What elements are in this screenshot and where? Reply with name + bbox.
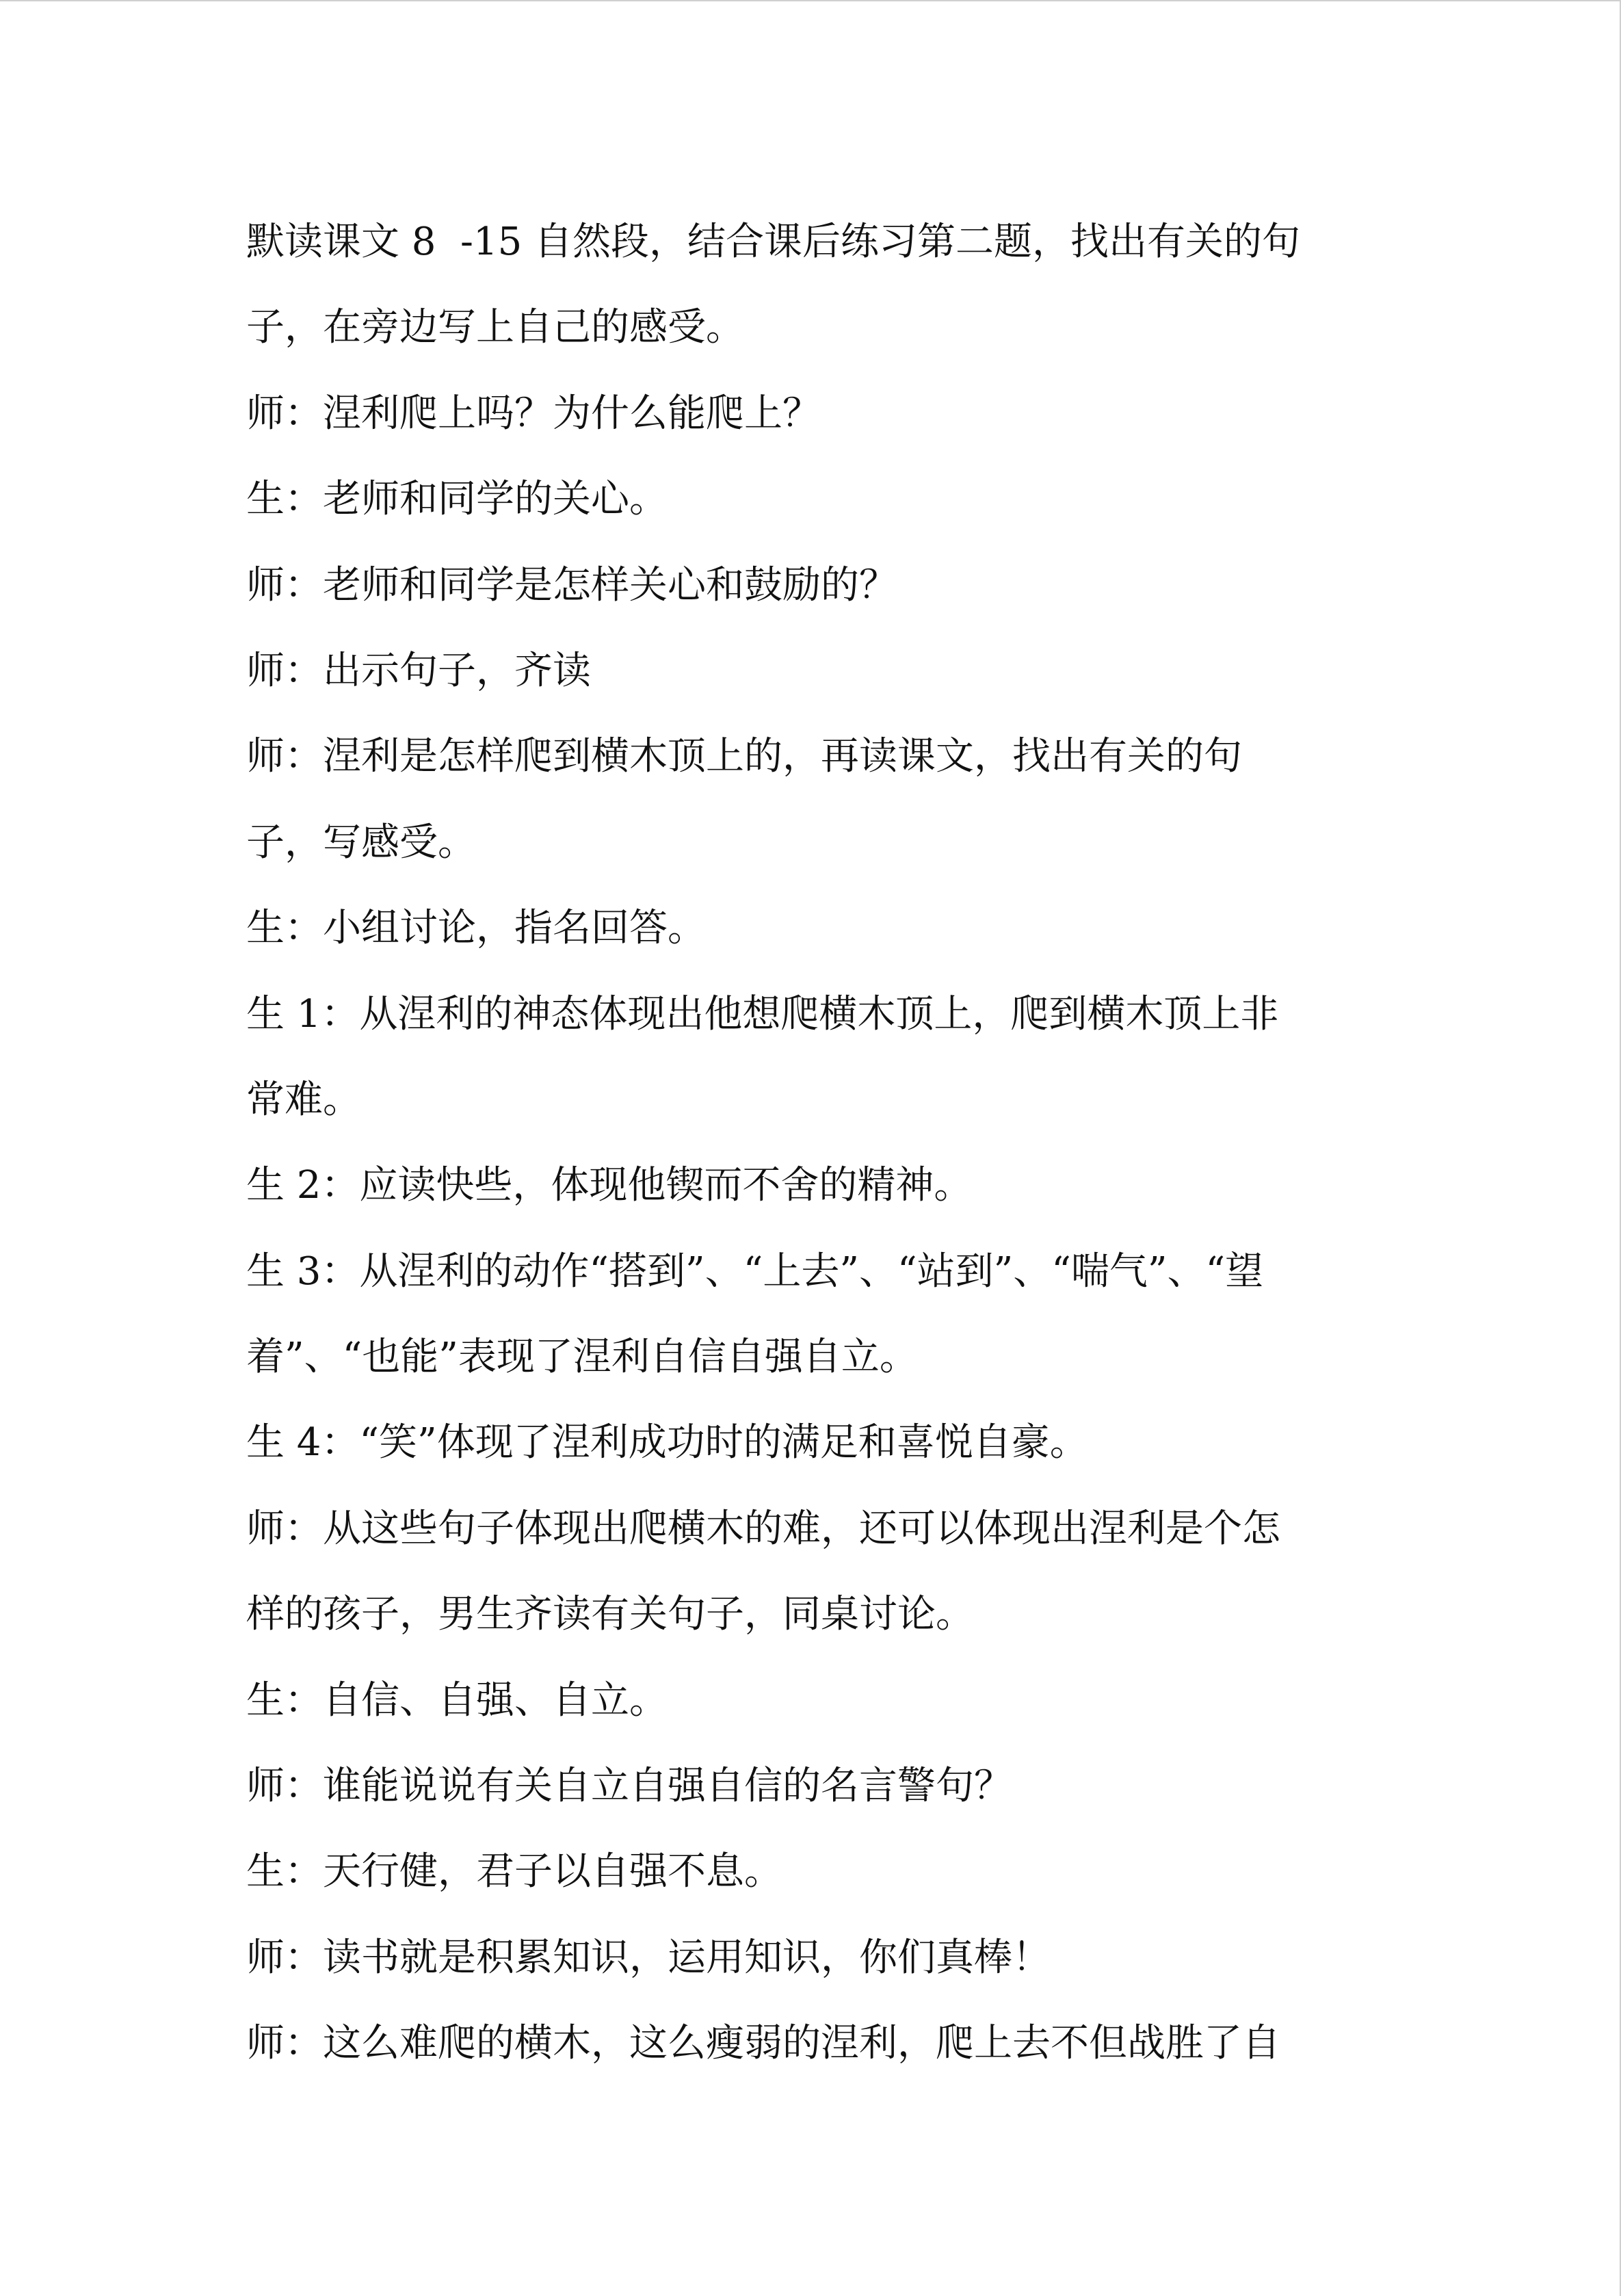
text-line: 师：谁能说说有关自立自强自信的名言警句？: [246, 1764, 1012, 1809]
text-line: 生 3：从涅利的动作“搭到”、“上去”、“站到”、“喘气”、“望: [246, 1249, 1264, 1294]
text-line: 生 4：“笑”体现了涅利成功时的满足和喜悦自豪。: [246, 1420, 1088, 1465]
document-body: [246, 215, 1382, 2102]
text-line: 默读课文 8 -15 自然段，结合课后练习第二题，找出有关的句: [246, 220, 1301, 264]
text-line: 子，在旁边写上自己的感受。: [246, 305, 744, 350]
text-line: 师：老师和同学是怎样关心和鼓励的？: [246, 562, 897, 608]
text-line: 常难。: [246, 1077, 361, 1122]
text-line: 师：从这些句子体现出爬横木的难，还可以体现出涅利是个怎: [246, 1506, 1280, 1551]
text-line: 生：自信、自强、自立。: [246, 1678, 668, 1723]
text-line: 生：天行健，君子以自强不息。: [246, 1849, 782, 1894]
text-line: 生 1：从涅利的神态体现出他想爬横木顶上，爬到横木顶上非: [246, 991, 1279, 1036]
text-line: 着”、“也能”表现了涅利自信自强自立。: [246, 1335, 918, 1380]
text-line: 师：涅利是怎样爬到横木顶上的，再读课文，找出有关的句: [246, 734, 1242, 779]
text-line: 生：老师和同学的关心。: [246, 477, 668, 522]
text-line: 师：出示句子，齐读: [246, 648, 591, 693]
text-line: 师：读书就是积累知识，运用知识，你们真棒！: [246, 1935, 1051, 1980]
text-line: 子，写感受。: [246, 820, 476, 865]
text-line: 生：小组讨论，指名回答。: [246, 906, 706, 951]
text-line: 师：这么难爬的横木，这么瘦弱的涅利，爬上去不但战胜了自: [246, 2021, 1280, 2066]
text-line: 生 2：应读快些，体现他锲而不舍的精神。: [246, 1163, 973, 1208]
text-line: 师：涅利爬上吗？为什么能爬上？: [246, 391, 821, 436]
text-line: 样的孩子，男生齐读有关句子，同桌讨论。: [246, 1592, 974, 1637]
